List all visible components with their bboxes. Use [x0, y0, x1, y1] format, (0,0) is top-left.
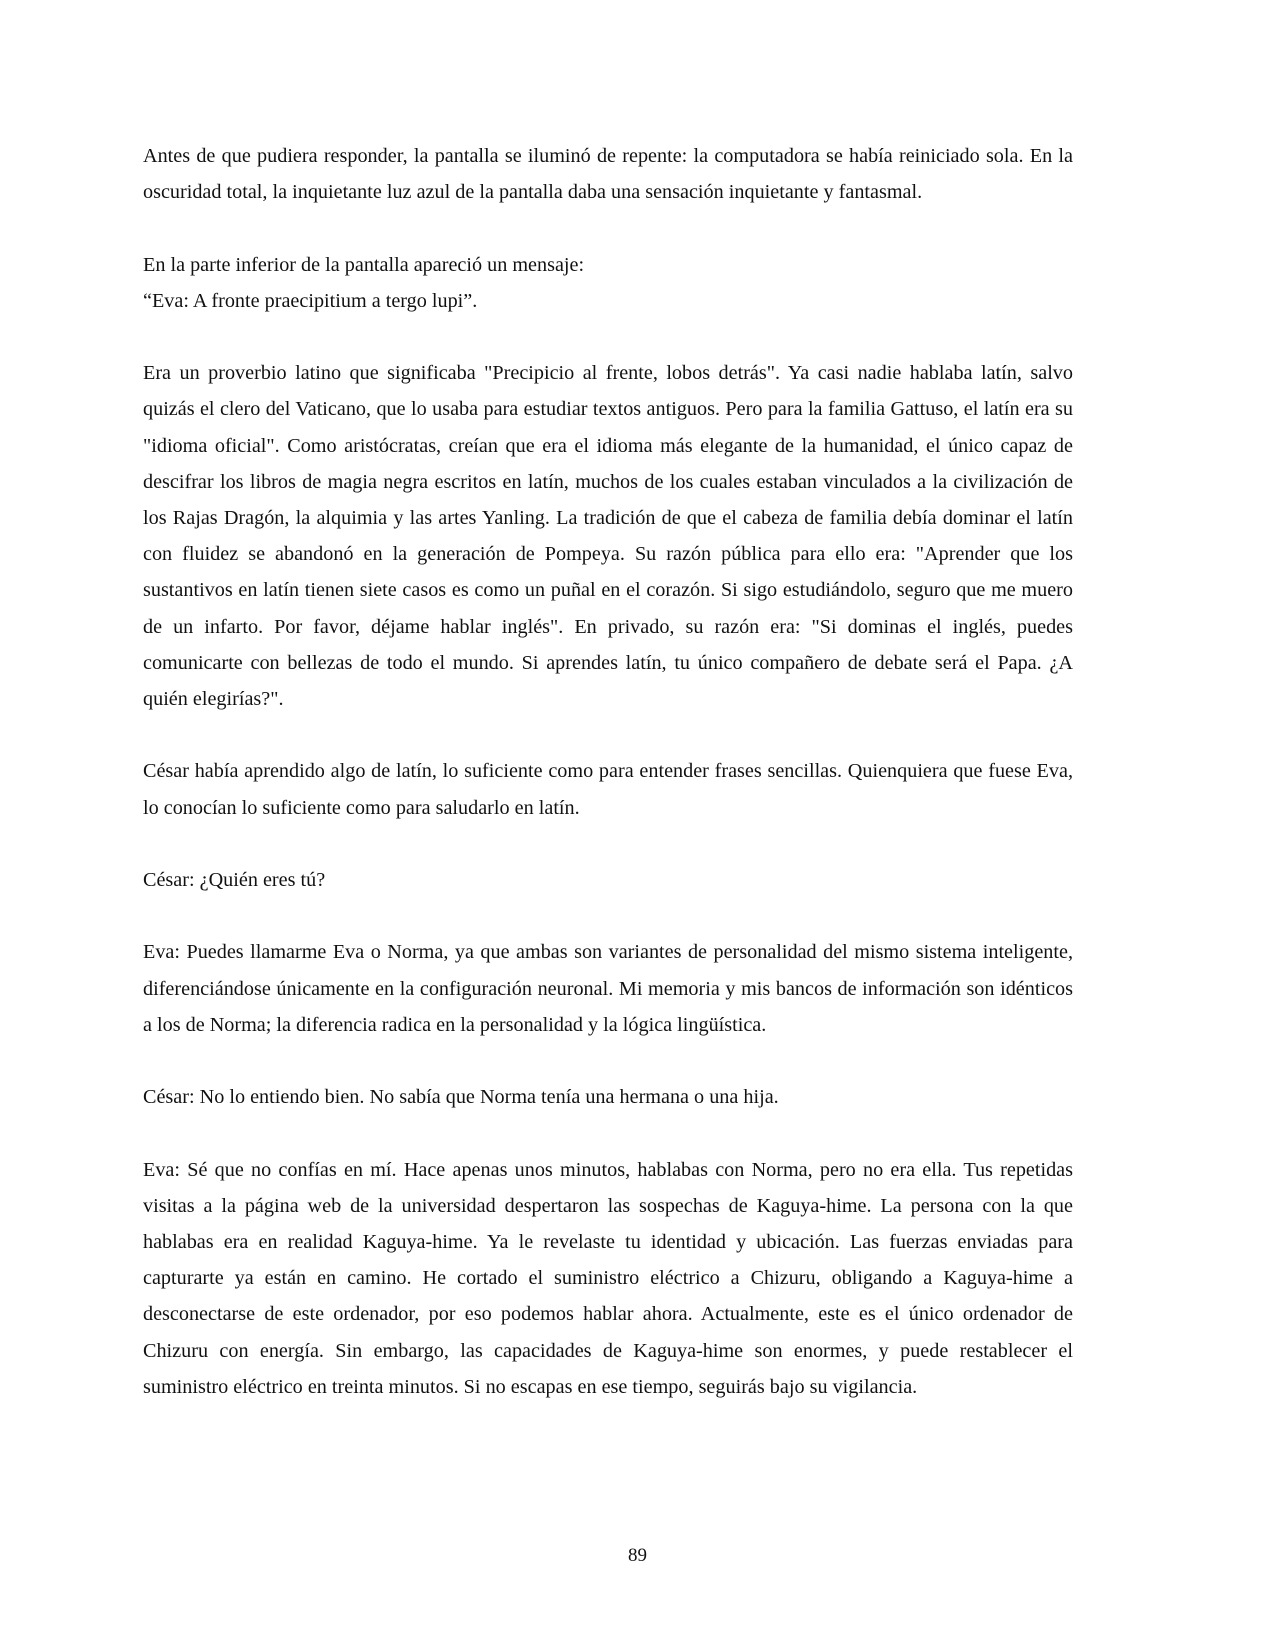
paragraph-1: Antes de que pudiera responder, la pantalla se iluminó de repente: la computadora se había reiniciado sola. En la oscuridad total, la inquietante luz azul de la pantalla daba una sensación inquietante y fantasmal.: [143, 145, 1073, 204]
paragraph-spacer: [143, 1115, 1073, 1151]
paragraph-3-latin-quote: “Eva: A fronte praecipitium a tergo lupi”.: [143, 289, 478, 312]
paragraph-2: En la parte inferior de la pantalla apareció un mensaje:: [143, 253, 585, 276]
paragraph-4: Era un proverbio latino que significaba "Precipicio al frente, lobos detrás". Ya casi nadie hablaba latín, salvo quizás el clero del Vaticano, que lo usaba para estudiar textos antiguos. Pero para la familia Gattuso, el latín era su "idioma oficial". Como aristócratas, creían que era el idioma más elegante de la humanidad, el único capaz de descifrar los libros de magia negra escritos en latín, muchos de los cuales estaban vinculados a la civilización de los Rajas Dragón, la alquimia y las artes Yanling. La tradición de que el cabeza de familia debía dominar el latín con fluidez se abandonó en la generación de Pompeya. Su razón pública para ello era: "Aprender que los sustantivos en latín tienen siete casos es como un puñal en el corazón. Si sigo estudiándolo, seguro que me muero de un infarto. Por favor, déjame hablar inglés". En privado, su razón era: "Si dominas el inglés, puedes comunicarte con bellezas de todo el mundo. Si aprendes latín, tu único compañero de debate será el Papa. ¿A quién elegirías?".: [143, 362, 1073, 711]
paragraph-9-dialogue-eva: Eva: Sé que no confías en mí. Hace apenas unos minutos, hablabas con Norma, pero no era ella. Tus repetidas visitas a la página web de la universidad despertaron las sospechas de Kaguya-hime. La persona con la que hablabas era en realidad Kaguya-hime. Ya le revelaste tu identidad y ubicación. Las fuerzas enviadas para capturarte ya están en camino. He cortado el suministro eléctrico a Chizuru, obligando a Kaguya-hime a desconectarse de este ordenador, por eso podemos hablar ahora. Actualmente, este es el único ordenador de Chizuru con energía. Sin embargo, las capacidades de Kaguya-hime son enormes, y puede restablecer el suministro eléctrico en treinta minutos. Si no escapas en ese tiempo, seguirás bajo su vigilancia.: [143, 1158, 1073, 1398]
body-text-column: [143, 138, 1073, 1405]
paragraph-spacer: [143, 319, 1073, 355]
page-number: 89: [628, 1545, 647, 1566]
paragraph-spacer: [143, 717, 1073, 753]
paragraph-spacer: [143, 898, 1073, 934]
paragraph-spacer: [143, 210, 1073, 246]
paragraph-7-dialogue-eva: Eva: Puedes llamarme Eva o Norma, ya que ambas son variantes de personalidad del mismo sistema inteligente, diferenciándose únicamente en la configuración neuronal. Mi memoria y mis bancos de información son idénticos a los de Norma; la diferencia radica en la personalidad y la lógica lingüística.: [143, 941, 1073, 1036]
paragraph-8-dialogue-cesar: César: No lo entiendo bien. No sabía que Norma tenía una hermana o una hija.: [143, 1086, 779, 1109]
paragraph-spacer: [143, 826, 1073, 862]
paragraph-5: César había aprendido algo de latín, lo suficiente como para entender frases sencillas. Quienquiera que fuese Eva, lo conocían lo suficiente como para saludarlo en latín.: [143, 760, 1073, 819]
paragraph-spacer: [143, 1043, 1073, 1079]
paragraph-6-dialogue-cesar: César: ¿Quién eres tú?: [143, 869, 326, 891]
